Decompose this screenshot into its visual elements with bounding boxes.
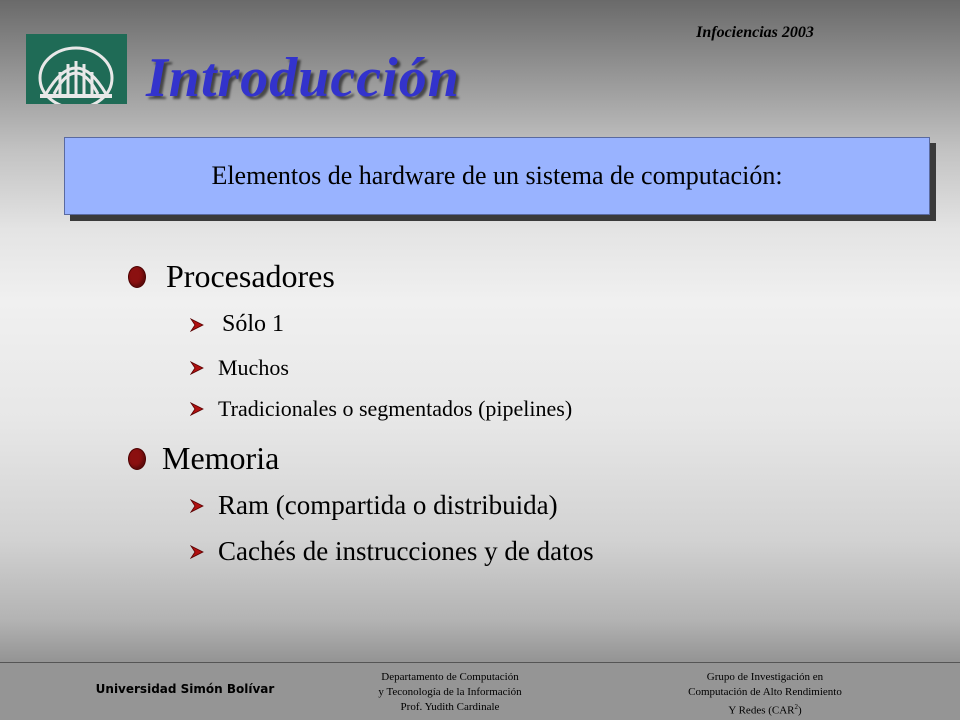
bullet-dot-icon <box>128 448 146 470</box>
event-label: Infociencias 2003 <box>696 24 814 41</box>
footer-line: Prof. Yudith Cardinale <box>400 701 500 713</box>
list-item <box>190 490 558 521</box>
section-procesadores <box>128 258 335 295</box>
footer-divider <box>0 662 960 663</box>
arrow-bullet-icon <box>190 499 204 513</box>
list-item-text: Tradicionales o segmentados (pipelines) <box>218 396 573 421</box>
footer-line: Computación de Alto Rendimiento <box>688 686 842 698</box>
footer-university: Universidad Simón Bolívar <box>95 682 275 696</box>
footer-line: Departamento de Computación <box>381 671 519 683</box>
arrow-bullet-icon <box>190 402 204 416</box>
footer-group-close: ) <box>798 704 802 717</box>
banner-text: Elementos de hardware de un sistema de computación: <box>211 161 783 190</box>
list-item-text: Ram (compartida o distribuida) <box>218 490 558 520</box>
bullet-dot-icon <box>128 266 146 288</box>
list-item <box>190 396 572 422</box>
footer-group-superscript: 2 <box>794 703 799 711</box>
list-item <box>190 536 594 567</box>
footer-group-name: Y Redes (CAR <box>728 704 795 717</box>
section-memoria <box>128 440 279 477</box>
arrow-bullet-icon <box>190 545 204 559</box>
usb-building-logo-icon <box>26 34 127 104</box>
list-item <box>190 355 289 381</box>
footer-department <box>320 670 580 715</box>
footer-line: Grupo de Investigación en <box>706 671 824 683</box>
footer-line <box>650 700 880 719</box>
arrow-bullet-icon <box>190 361 204 375</box>
section-label: Memoria <box>162 440 280 476</box>
section-label: Procesadores <box>166 258 335 294</box>
list-item-text: Muchos <box>218 355 289 380</box>
footer-group <box>650 670 880 719</box>
arrow-bullet-icon <box>190 318 204 332</box>
footer-line: y Teconología de la Información <box>378 686 522 698</box>
list-item-text: Sólo 1 <box>222 311 285 337</box>
list-item-text: Cachés de instrucciones y de datos <box>218 536 594 566</box>
list-item <box>190 311 284 338</box>
slide-title: Introducción <box>146 47 460 109</box>
banner <box>64 137 930 215</box>
